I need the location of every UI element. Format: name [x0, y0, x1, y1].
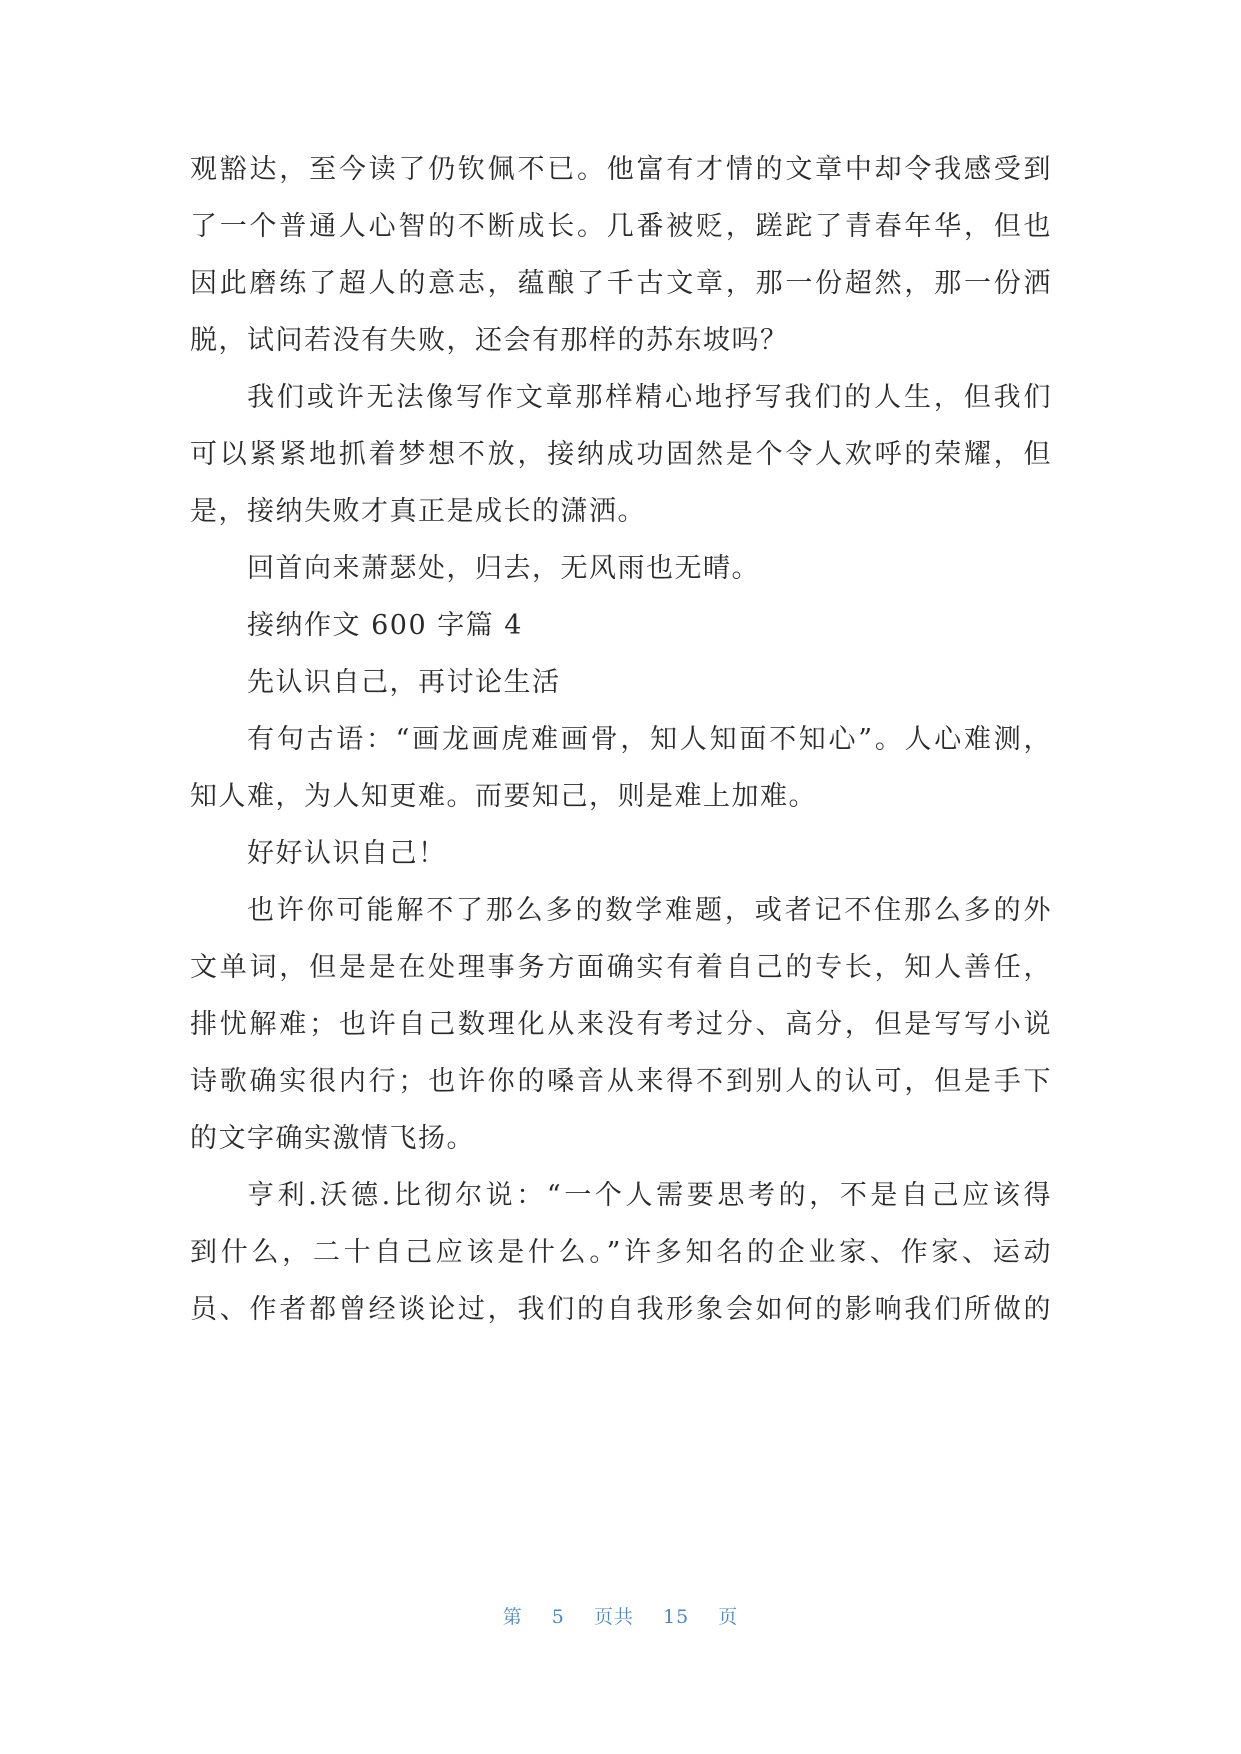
text-line: 了一个普通人心智的不断成长。几番被贬，蹉跎了青春年华，但也 [190, 211, 1052, 242]
current-page-number: 5 [551, 1606, 565, 1628]
text-line: 我们或许无法像写作文章那样精心地抒写我们的人生，但我们 [247, 382, 1052, 413]
text-line: 有句古语：“画龙画虎难画骨，知人知面不知心”。人心难测， [247, 724, 1052, 755]
text-line: 排忧解难；也许自己数理化从来没有考过分、高分，但是写写小说 [190, 1009, 1052, 1040]
page-footer [0, 1602, 1241, 1629]
section-heading: 接纳作文 600 字篇 4 [247, 610, 523, 641]
text-line: 亨利.沃德.比彻尔说：“一个人需要思考的，不是自己应该得 [247, 1180, 1052, 1211]
text-line: 回首向来萧瑟处，归去，无风雨也无晴。 [247, 553, 760, 584]
text-line: 诗歌确实很内行；也许你的嗓音从来得不到别人的认可，但是手下 [190, 1066, 1052, 1097]
text-line: 好好认识自己！ [247, 838, 447, 869]
text-line: 也许你可能解不了那么多的数学难题，或者记不住那么多的外 [247, 895, 1052, 926]
footer-prefix: 第 [502, 1606, 523, 1628]
footer-middle: 页共 [593, 1606, 634, 1628]
text-line: 文单词，但是是在处理事务方面确实有着自己的专长，知人善任， [190, 952, 1052, 983]
text-line: 观豁达，至今读了仍钦佩不已。他富有才情的文章中却令我感受到 [190, 154, 1052, 185]
text-line: 到什么，二十自己应该是什么。”许多知名的企业家、作家、运动 [190, 1237, 1052, 1268]
footer-suffix: 页 [718, 1606, 739, 1628]
text-line: 可以紧紧地抓着梦想不放，接纳成功固然是个令人欢呼的荣耀，但 [190, 439, 1052, 470]
text-line: 脱，试问若没有失败，还会有那样的苏东坡吗？ [190, 325, 789, 356]
text-line: 是，接纳失败才真正是成长的潇洒。 [190, 496, 646, 527]
text-line: 知人难，为人知更难。而要知己，则是难上加难。 [190, 781, 817, 812]
article-title: 先认识自己，再讨论生活 [247, 667, 561, 698]
text-line: 因此磨练了超人的意志，蕴酿了千古文章，那一份超然，那一份洒 [190, 268, 1052, 299]
text-line: 的文字确实激情飞扬。 [190, 1123, 475, 1154]
text-line: 员、作者都曾经谈论过，我们的自我形象会如何的影响我们所做的 [190, 1294, 1052, 1325]
total-page-number: 15 [663, 1606, 690, 1628]
